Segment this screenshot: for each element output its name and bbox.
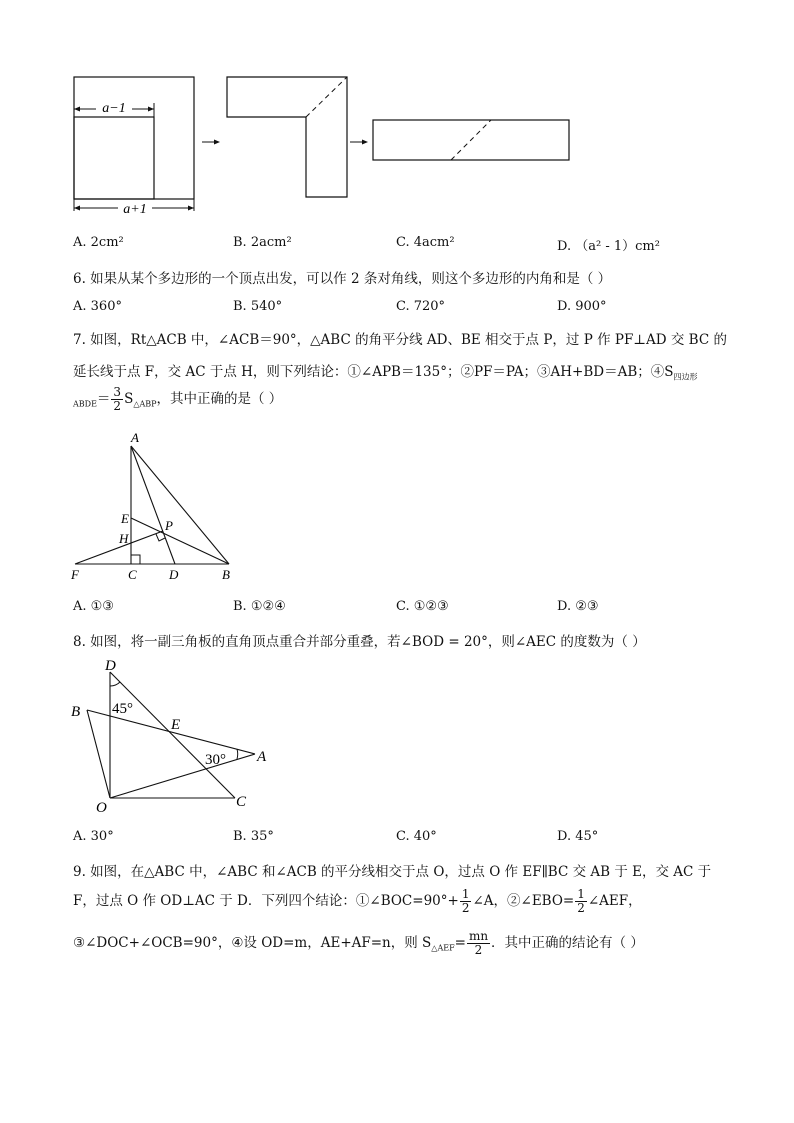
q9-line3-b: ．其中正确的结论有（ ） [491,935,644,951]
q6-stem: 6. 如果从某个多边形的一个顶点出发，可以作 2 条对角线，则这个多边形的内角和是（ ） [73,271,612,287]
q5-option-d[interactable]: D. （a² - 1）cm² [557,239,660,254]
q9-frac1-num: 1 [461,887,470,901]
q9-line1: 9. 如图，在△ABC 中，∠ABC 和∠ACB 的平分线相交于点 O，过点 O 作 EF∥BC 交 AB 于 E，交 AC 于 [73,864,712,880]
q7-label-c: C [128,567,137,582]
q7-label-p: P [165,518,173,533]
q6-option-c[interactable]: C. 720° [396,299,446,314]
q6-option-b[interactable]: B. 540° [233,299,283,314]
q9-line2 [73,888,642,915]
q5-option-b[interactable]: B. 2acm² [233,235,292,250]
q8-figure [65,652,285,822]
q7-label-e: E [121,511,129,526]
q9-frac3-num: mn [468,929,489,943]
q8-angle-45: 45° [112,701,133,717]
q8-label-b: B [71,704,81,720]
q8-option-c[interactable]: C. 40° [396,829,437,844]
q8-option-a[interactable]: A. 30° [73,829,114,844]
q7-line3-eq: ＝ [96,391,111,407]
q8-label-e: E [171,717,181,733]
q7-frac-num: 3 [113,385,122,399]
q7-line3 [73,386,282,413]
label-a-minus-1: a−1 [102,101,126,116]
q7-option-c[interactable]: C. ①②③ [396,599,449,614]
q9-line3-eq: = [454,935,466,951]
q7-frac-den: 2 [113,399,122,413]
q8-option-d[interactable]: D. 45° [557,829,599,844]
q7-label-d: D [169,567,179,582]
q9-line2-a: F，过点 O 作 OD⊥AC 于 D．下列四个结论：①∠BOC=90°+ [73,893,459,909]
q9-line2-c: ∠AEF， [587,893,642,909]
q9-frac2 [575,888,587,915]
q9-line3 [73,930,644,957]
q7-option-a[interactable]: A. ①③ [73,599,114,614]
q8-stem: 8. 如图，将一副三角板的直角顶点重合并部分重叠，若∠BOD = 20°，则∠AEC 的度数为（ ） [73,634,646,650]
q7-line3-s: S [124,391,134,407]
q7-option-b[interactable]: B. ①②④ [233,599,286,614]
q8-angle-30: 30° [205,752,226,768]
q7-line2 [73,360,698,383]
q9-line2-b: ∠A，②∠EBO= [472,893,575,909]
q9-frac1-den: 2 [461,901,470,915]
big-square [74,77,194,199]
q7-line3-tail: ，其中正确的是（ ） [156,391,283,407]
q7-label-a: A [131,430,139,445]
q5-option-a[interactable]: A. 2cm² [73,235,124,250]
q9-frac3 [467,930,490,957]
q7-line2-text: 延长线于点 F，交 AC 于点 H，则下列结论：①∠APB＝135°；②PF＝PA；③AH+BD＝AB；④S [73,364,674,380]
q7-line3-s-sub: △ABP [133,399,157,409]
q7-option-d[interactable]: D. ②③ [557,599,599,614]
q8-option-b[interactable]: B. 35° [233,829,274,844]
q6-option-d[interactable]: D. 900° [557,299,607,314]
q7-label-b: B [222,567,230,582]
q7-figure [65,428,245,588]
q5-figure [60,65,580,225]
q8-label-o: O [96,800,107,816]
q7-fraction [111,386,123,413]
q9-line3-a: ③∠DOC+∠OCB=90°，④设 OD=m，AE+AF=n，则 S [73,935,432,951]
q7-label-f: F [71,567,79,582]
q8-label-a: A [257,749,267,765]
inner-square [74,117,154,199]
q9-frac2-den: 2 [577,901,585,915]
q5-option-c[interactable]: C. 4acm² [396,235,455,250]
q9-frac2-num: 1 [577,887,585,901]
q6-option-a[interactable]: A. 360° [73,299,122,314]
q9-frac3-den: 2 [474,943,483,957]
q7-label-h: H [119,531,129,546]
q9-frac1 [460,888,472,915]
q7-line1: 7. 如图，Rt△ACB 中，∠ACB＝90°，△ABC 的角平分线 AD、BE 相交于点 P，过 P 作 PF⊥AD 交 BC 的 [73,332,727,348]
q7-line3-sub: ABDE [73,399,97,409]
label-a-plus-1: a+1 [123,202,147,217]
q8-label-c: C [236,794,247,810]
q8-label-d: D [105,658,116,674]
q9-line3-sub: △AEF [431,943,455,953]
q7-line2-sub: 四边形 [673,372,698,382]
